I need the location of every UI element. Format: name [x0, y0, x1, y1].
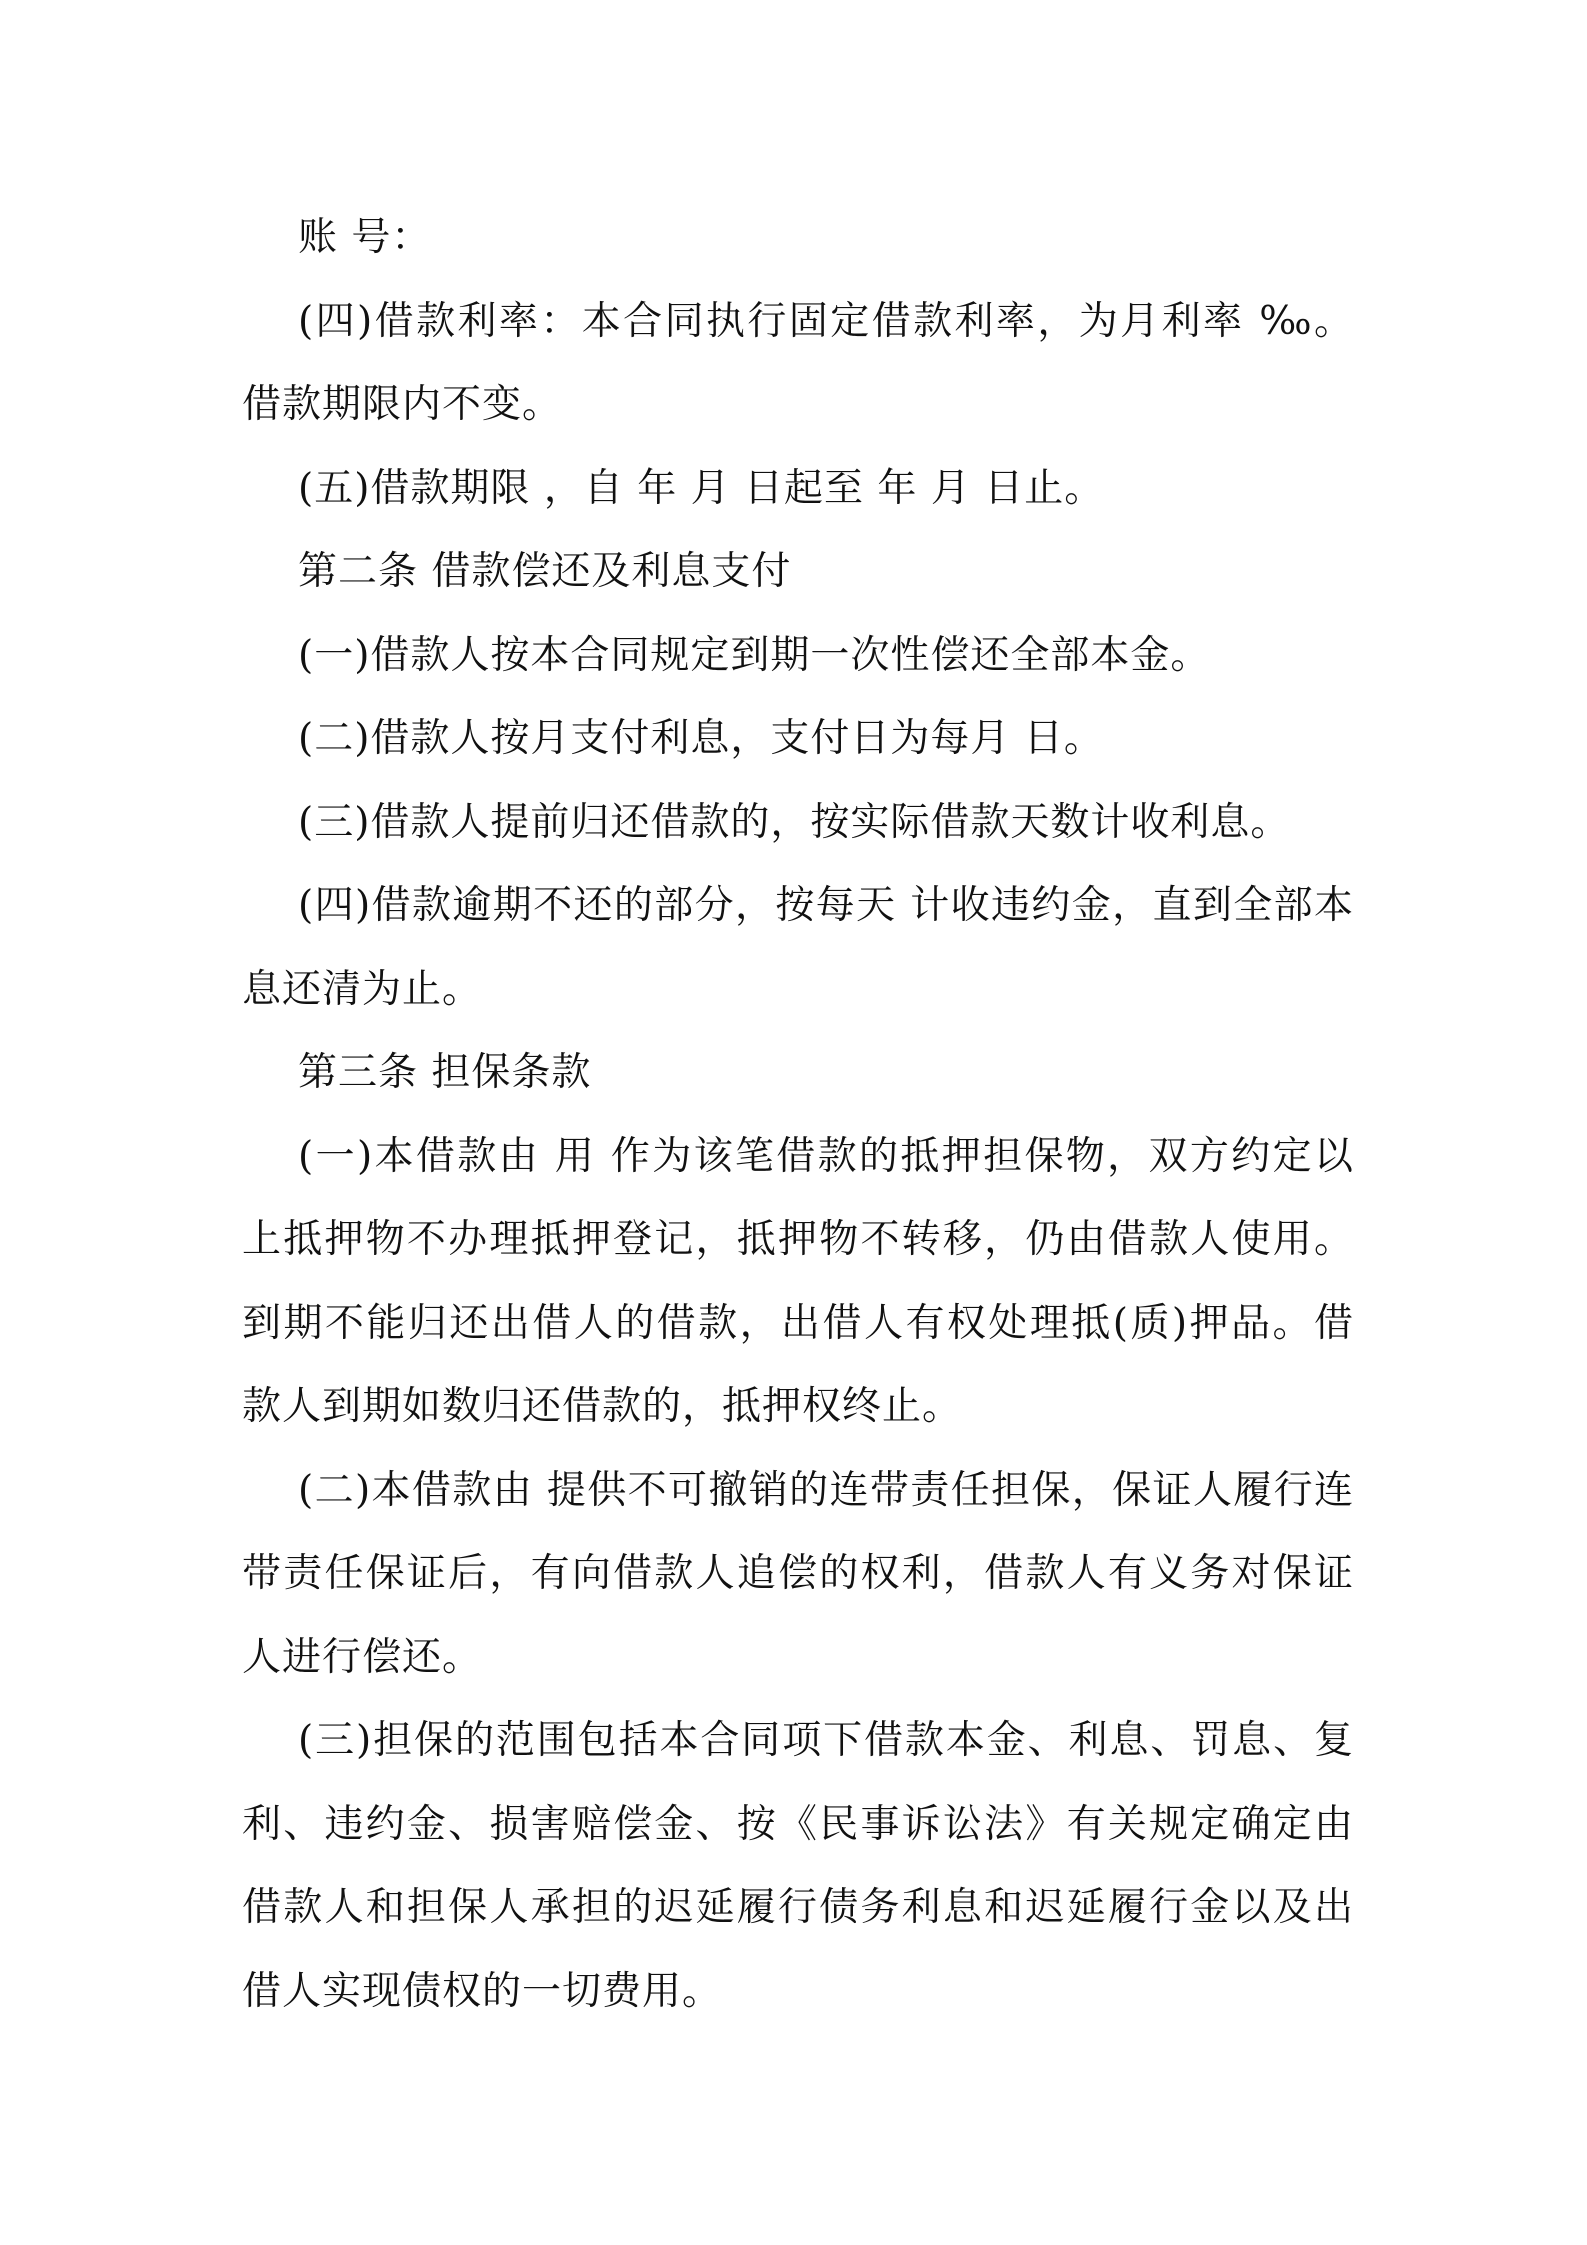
- article-two-heading: 第二条 借款偿还及利息支付: [298, 549, 792, 594]
- collateral-clause: (一)本借款由 用 作为该笔借款的抵押担保物，双方约定以上抵押物不办理抵押登记，抵押物不转移，仍由借款人使用。到期不能归还出借人的借款，出借人有权处理抵(质)押品。借款人到期如数归还借款的，抵押权终止。: [242, 1133, 1354, 1429]
- overdue-penalty-clause: (四)借款逾期不还的部分，按每天 计收违约金，直到全部本息还清为止。: [242, 883, 1354, 1012]
- loan-term-clause: (五)借款期限 ，自 年 月 日起至 年 月 日止。: [298, 465, 1105, 511]
- account-number-line: 账 号：: [298, 215, 432, 260]
- interest-rate-clause: (四)借款利率：本合同执行固定借款利率，为月利率 ‰。借款期限内不变。: [242, 298, 1354, 427]
- guarantee-scope-clause: (三)担保的范围包括本合同项下借款本金、利息、罚息、复利、违约金、损害赔偿金、按《民事诉讼法》有关规定确定由借款人和担保人承担的迟延履行债务利息和迟延履行金以及出借人实现债权的一切费用。: [242, 1718, 1354, 2014]
- document-body: [242, 196, 1354, 2033]
- early-repayment-clause: (三)借款人提前归还借款的，按实际借款天数计收利息。: [298, 799, 1291, 845]
- guarantee-clause: (二)本借款由 提供不可撤销的连带责任担保，保证人履行连带责任保证后，有向借款人追偿的权利，借款人有义务对保证人进行偿还。: [242, 1467, 1354, 1680]
- monthly-interest-clause: (二)借款人按月支付利息，支付日为每月 日。: [298, 716, 1104, 761]
- repayment-principal-clause: (一)借款人按本合同规定到期一次性偿还全部本金。: [298, 632, 1211, 678]
- article-three-heading: 第三条 担保条款: [298, 1050, 592, 1095]
